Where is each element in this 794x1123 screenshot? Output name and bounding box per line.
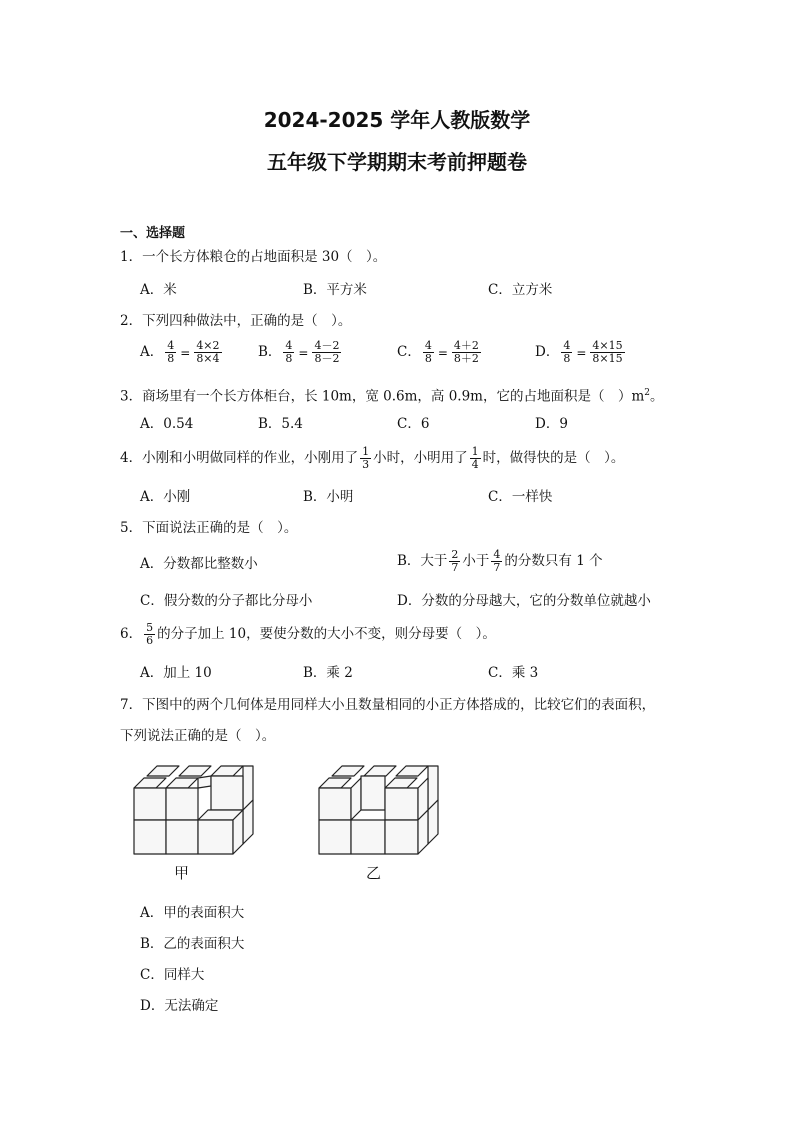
question-7-option-b[interactable]: B．乙的表面积大 [140,936,245,952]
question-4-text-b: 小时，小明用了 [373,450,468,466]
fraction-denominator: 6 [146,634,154,647]
equals-sign: = [437,345,448,360]
fraction-numerator: 4×2 [196,339,220,352]
question-6-option-c[interactable]: C．乘 3 [488,665,539,681]
question-3-end: 。 [650,388,664,405]
question-3-unit-exponent: 2 [644,388,651,398]
title-line-2: 五年级下学期期末考前押题卷 [267,150,527,174]
question-2-option-b[interactable] [258,340,343,365]
question-7-option-a[interactable]: A．甲的表面积大 [140,905,245,921]
option-b-text-a: B．大于 [397,553,448,569]
fraction-numerator: 4×15 [592,339,623,352]
question-3-option-a[interactable]: A．0.54 [140,416,194,432]
fraction-numerator: 4＋2 [453,339,479,352]
equals-sign: = [298,345,309,360]
question-6-option-a[interactable]: A．加上 10 [140,665,212,681]
solid-figure-jia [125,760,265,860]
question-6-option-b[interactable]: B．乘 2 [303,665,353,681]
fraction-denominator: 8 [167,352,175,365]
question-6-text: 的分子加上 10，要使分数的大小不变，则分母要（ ）。 [157,626,496,642]
question-5-option-b[interactable] [397,549,603,574]
fraction-denominator: 8 [424,352,432,365]
question-1-stem: 1．一个长方体粮仓的占地面积是 30（ ）。 [120,249,387,265]
question-4-option-a[interactable]: A．小刚 [140,489,191,505]
option-label: D． [535,344,560,360]
equals-sign: = [576,345,587,360]
fraction-denominator: 3 [362,458,370,471]
question-5-option-d[interactable]: D．分数的分母越大，它的分数单位就越小 [397,593,651,609]
question-1-option-c[interactable]: C．立方米 [488,282,553,298]
question-7-option-d[interactable]: D．无法确定 [140,998,219,1014]
question-3-stem [120,384,664,406]
fraction-denominator: 8 [563,352,571,365]
equals-sign: = [180,345,191,360]
question-6-label: 6． [120,626,143,642]
fraction-denominator: 8×15 [592,352,623,365]
question-1-option-a[interactable]: A．米 [140,282,177,298]
fraction-numerator: 1 [471,445,479,458]
fraction-denominator: 7 [451,561,459,574]
question-5-stem: 5．下面说法正确的是（ ）。 [120,520,298,536]
solid-figure-yi [310,760,450,860]
question-3-text: 3．商场里有一个长方体柜台，长 10m，宽 0.6m，高 0.9m，它的占地面积是（ ）m [120,388,645,405]
question-3-option-d[interactable]: D．9 [535,416,568,432]
fraction-denominator: 4 [471,458,479,471]
option-label: C． [397,344,421,360]
fraction-denominator: 8＋2 [453,352,479,365]
fraction-denominator: 8×4 [196,352,220,365]
fraction-numerator: 4 [493,548,501,561]
fraction-denominator: 7 [493,561,501,574]
fraction-numerator: 4 [285,339,293,352]
question-3-option-b[interactable]: B．5.4 [258,416,303,432]
question-2-option-a[interactable] [140,340,224,365]
fraction-numerator: 4 [424,339,432,352]
option-b-text-b: 小于 [462,553,490,569]
figure-label-yi: 乙 [366,864,382,882]
question-4-stem [120,446,624,471]
fraction-denominator: 8 [285,352,293,365]
fraction-numerator: 4－2 [314,339,340,352]
question-7-stem-line-1: 7．下图中的两个几何体是用同样大小且数量相同的小正方体搭成的，比较它们的表面积， [120,697,656,713]
question-7-option-c[interactable]: C．同样大 [140,967,205,983]
figure-label-jia: 甲 [174,864,190,882]
title-line-1: 2024-2025 学年人教版数学 [263,108,531,132]
question-4-text-c: 时，做得快的是（ ）。 [482,450,625,466]
question-5-option-c[interactable]: C．假分数的分子都比分母小 [140,593,313,609]
option-label: B． [258,344,282,360]
question-4-text-a: 4．小刚和小明做同样的作业，小刚用了 [120,450,359,466]
question-4-option-c[interactable]: C．一样快 [488,489,553,505]
question-1-option-b[interactable]: B．平方米 [303,282,367,298]
question-2-option-d[interactable] [535,340,627,365]
fraction-denominator: 8－2 [314,352,340,365]
question-3-option-c[interactable]: C．6 [397,416,430,432]
fraction-numerator: 4 [167,339,175,352]
question-2-stem: 2．下列四种做法中，正确的是（ ）。 [120,313,352,329]
question-7-stem-line-2: 下列说法正确的是（ ）。 [120,728,276,744]
fraction-numerator: 5 [146,621,154,634]
option-b-text-c: 的分数只有 1 个 [504,553,603,569]
question-5-option-a[interactable]: A．分数都比整数小 [140,556,258,572]
fraction-numerator: 2 [451,548,459,561]
fraction-numerator: 4 [563,339,571,352]
section-heading: 一、选择题 [120,226,186,241]
question-4-option-b[interactable]: B．小明 [303,489,354,505]
option-label: A． [140,344,164,360]
question-2-option-c[interactable] [397,340,483,365]
question-6-stem [120,622,496,647]
fraction-numerator: 1 [362,445,370,458]
